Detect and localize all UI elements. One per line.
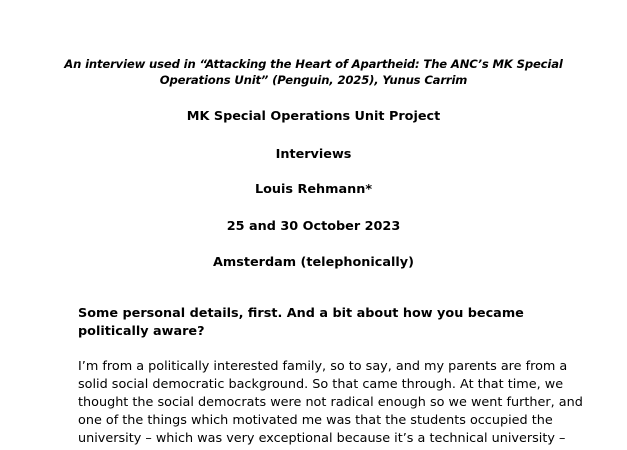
answer-line: I’m from a politically interested family, so to say, and my parents are from a (78, 359, 568, 374)
section-title: Interviews (275, 147, 352, 162)
interviewee-name: Louis Rehmann* (254, 182, 373, 197)
citation-line: An interview used in “Attacking the Heart of Apartheid: The ANC’s MK Special (64, 57, 563, 71)
answer-line: solid social democratic background. So that came through. At that time, we (78, 377, 564, 392)
interview-date: 25 and 30 October 2023 (226, 219, 401, 234)
answer-line: thought the social democrats were not radical enough so we went further, and (78, 395, 583, 410)
citation-line: Operations Unit” (Penguin, 2025), Yunus Carrim (159, 73, 468, 87)
project-title: MK Special Operations Unit Project (186, 109, 441, 124)
answer-line: university – which was very exceptional because it’s a technical university – (78, 431, 566, 446)
interview-question (78, 305, 598, 341)
question-line: Some personal details, first. And a bit about how you became (78, 306, 524, 321)
question-line: politically aware? (78, 324, 205, 339)
answer-line: one of the things which motivated me was that the students occupied the (78, 413, 553, 428)
citation-note (0, 56, 627, 88)
interview-answer (78, 358, 618, 448)
interview-location: Amsterdam (telephonically) (212, 255, 414, 270)
